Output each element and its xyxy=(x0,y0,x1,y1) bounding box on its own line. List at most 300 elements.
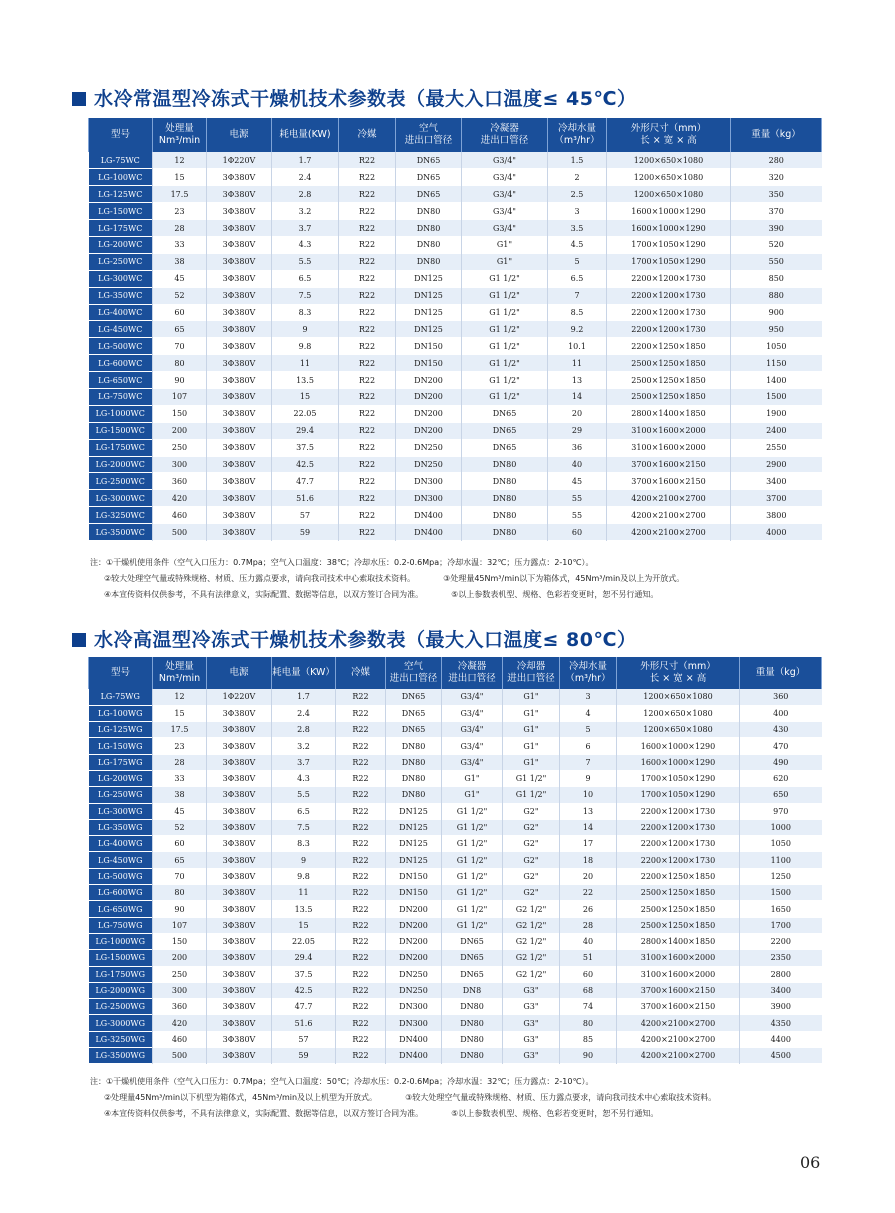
table-cell: 650 xyxy=(740,787,822,803)
table-cell: 2800 xyxy=(740,966,822,982)
table-cell: R22 xyxy=(339,186,396,203)
table-cell: R22 xyxy=(339,152,396,169)
table-cell: 70 xyxy=(153,868,207,884)
table-cell: 60 xyxy=(153,836,207,852)
table-row xyxy=(89,950,822,966)
table-cell: 3700×1600×2150 xyxy=(607,456,731,473)
table-cell: G1 1/2" xyxy=(462,304,548,321)
table-cell: 3Φ380V xyxy=(207,754,272,770)
table-cell: R22 xyxy=(336,754,386,770)
table-cell: G3/4" xyxy=(442,705,503,721)
table-cell: 3Φ380V xyxy=(207,203,272,220)
table-cell: 3Φ380V xyxy=(207,321,272,338)
table-cell: 80 xyxy=(560,1015,617,1031)
table-cell: 1600×1000×1290 xyxy=(617,754,740,770)
table-cell: R22 xyxy=(336,917,386,933)
column-header xyxy=(442,657,503,689)
table-cell: 37.5 xyxy=(272,966,336,982)
table-cell: R22 xyxy=(336,722,386,738)
table-cell: DN65 xyxy=(442,950,503,966)
table-cell: R22 xyxy=(339,490,396,507)
table-cell: 22 xyxy=(560,885,617,901)
table-cell: 3Φ380V xyxy=(207,456,272,473)
table-cell: 3Φ380V xyxy=(207,270,272,287)
table-cell: G3" xyxy=(503,999,560,1015)
table-cell: 45 xyxy=(548,473,607,490)
column-header-text: 空气 xyxy=(418,123,438,134)
table-cell: 3Φ380V xyxy=(207,999,272,1015)
table-cell: 970 xyxy=(740,803,822,819)
table-cell: 1650 xyxy=(740,901,822,917)
column-header-text: 处理量 xyxy=(165,661,194,672)
column-header-text: 进出口管径 xyxy=(480,135,529,146)
table-cell: 3Φ380V xyxy=(207,868,272,884)
table1-title-text: 水冷常温型冷冻式干燥机技术参数表（最大入口温度≤ 45℃） xyxy=(94,88,637,110)
table-row xyxy=(89,287,822,304)
table-cell: 6.5 xyxy=(272,270,339,287)
table-cell: 1500 xyxy=(731,388,822,405)
column-header-text: 冷凝器 xyxy=(457,661,487,672)
table-cell: R22 xyxy=(339,321,396,338)
table-cell: R22 xyxy=(339,456,396,473)
table-cell: 1400 xyxy=(731,372,822,389)
table-cell: 80 xyxy=(153,355,207,372)
table-cell: DN65 xyxy=(386,689,442,705)
table-cell: DN200 xyxy=(386,917,442,933)
column-header xyxy=(731,118,822,152)
model-cell: LG-1750WC xyxy=(89,439,153,456)
column-header xyxy=(207,657,272,689)
column-header-text: 耗电量（KW） xyxy=(272,667,335,678)
table-row xyxy=(89,1048,822,1064)
table-cell: 37.5 xyxy=(272,439,339,456)
table-cell: R22 xyxy=(339,236,396,253)
model-cell: LG-2000WG xyxy=(89,982,153,998)
table-cell: DN250 xyxy=(396,456,462,473)
note-text: ④本宣传资料仅供参考，不具有法律意义，实际配置、数据等信息，以双方签订合同为准。 xyxy=(104,590,424,599)
model-cell: LG-125WC xyxy=(89,186,153,203)
table-cell: 60 xyxy=(548,524,607,541)
table-row xyxy=(89,355,822,372)
table-cell: R22 xyxy=(339,169,396,186)
model-cell: LG-150WG xyxy=(89,738,153,754)
table-cell: 2200×1200×1730 xyxy=(617,803,740,819)
table-row xyxy=(89,405,822,422)
table-cell: G3/4" xyxy=(462,220,548,237)
table-cell: R22 xyxy=(339,422,396,439)
table-cell: 6.5 xyxy=(548,270,607,287)
table-cell: R22 xyxy=(336,705,386,721)
table-cell: 3400 xyxy=(740,982,822,998)
model-cell: LG-175WC xyxy=(89,220,153,237)
table-row xyxy=(89,1015,822,1031)
table-row xyxy=(89,439,822,456)
table-cell: G1 1/2" xyxy=(442,836,503,852)
table-cell: DN65 xyxy=(462,439,548,456)
table-cell: 1200×650×1080 xyxy=(617,722,740,738)
table-cell: DN250 xyxy=(396,439,462,456)
column-header xyxy=(339,118,396,152)
model-cell: LG-1000WG xyxy=(89,933,153,949)
note-line: 注：①干燥机使用条件（空气入口压力：0.7Mpa；空气入口温度：50℃；冷却水压：0.2-0.6Mpa；冷却水温：32℃；压力露点：2-10℃）。 xyxy=(90,1077,594,1086)
table-cell: R22 xyxy=(339,270,396,287)
table-cell: 1700×1050×1290 xyxy=(607,253,731,270)
table-cell: 3Φ380V xyxy=(207,770,272,786)
table-cell: 250 xyxy=(153,966,207,982)
table-cell: DN125 xyxy=(396,287,462,304)
table-cell: 2400 xyxy=(731,422,822,439)
table-cell: 33 xyxy=(153,770,207,786)
table-row xyxy=(89,169,822,186)
table-cell: 36 xyxy=(548,439,607,456)
table-cell: 11 xyxy=(272,355,339,372)
table-cell: 9.2 xyxy=(548,321,607,338)
table-cell: 1.7 xyxy=(272,689,336,705)
table-cell: G3/4" xyxy=(462,203,548,220)
column-header-text: Nm³/min xyxy=(158,673,201,684)
table-cell: 2200×1200×1730 xyxy=(607,287,731,304)
table-cell: R22 xyxy=(336,1015,386,1031)
table-cell: 3Φ380V xyxy=(207,507,272,524)
table-cell: 1700×1050×1290 xyxy=(617,787,740,803)
note-text: ⑤以上参数表机型、规格、色彩若变更时，恕不另行通知。 xyxy=(451,1109,659,1118)
table-cell: R22 xyxy=(336,787,386,803)
table-cell: 3Φ380V xyxy=(207,803,272,819)
table-cell: 90 xyxy=(153,372,207,389)
model-cell: LG-500WG xyxy=(89,868,153,884)
table-cell: 5 xyxy=(560,722,617,738)
table-cell: R22 xyxy=(336,950,386,966)
table-cell: 3Φ380V xyxy=(207,1015,272,1031)
table-cell: 8.3 xyxy=(272,836,336,852)
table-cell: 33 xyxy=(153,236,207,253)
table-cell: DN80 xyxy=(396,220,462,237)
column-header xyxy=(503,657,560,689)
table-cell: 107 xyxy=(153,917,207,933)
column-header-text: 电源 xyxy=(229,667,249,678)
table-cell: R22 xyxy=(339,338,396,355)
table-cell: R22 xyxy=(336,819,386,835)
column-header-text: （m³/hr） xyxy=(565,673,611,684)
table-cell: R22 xyxy=(339,439,396,456)
table-cell: 1600×1000×1290 xyxy=(617,738,740,754)
table-cell: DN200 xyxy=(386,901,442,917)
table-row xyxy=(89,868,822,884)
table-cell: DN200 xyxy=(396,372,462,389)
table-cell: 28 xyxy=(153,220,207,237)
table-cell: 3Φ380V xyxy=(207,186,272,203)
column-header xyxy=(396,118,462,152)
table-row xyxy=(89,803,822,819)
table-cell: 3Φ380V xyxy=(207,885,272,901)
table-cell: G3" xyxy=(503,982,560,998)
table-cell: 17.5 xyxy=(153,722,207,738)
model-cell: LG-600WC xyxy=(89,355,153,372)
table-cell: 7 xyxy=(548,287,607,304)
table1-title xyxy=(72,84,636,111)
model-cell: LG-3250WC xyxy=(89,507,153,524)
table-cell: 950 xyxy=(731,321,822,338)
table-cell: R22 xyxy=(336,803,386,819)
table-cell: 18 xyxy=(560,852,617,868)
table-cell: G2" xyxy=(503,836,560,852)
table-cell: DN80 xyxy=(442,1048,503,1064)
table-cell: DN8 xyxy=(442,982,503,998)
table-cell: DN200 xyxy=(396,422,462,439)
table-cell: 38 xyxy=(153,787,207,803)
table-cell: DN80 xyxy=(462,473,548,490)
table-cell: 3Φ380V xyxy=(207,169,272,186)
table-cell: DN65 xyxy=(386,705,442,721)
table-cell: 10 xyxy=(560,787,617,803)
table-cell: 200 xyxy=(153,422,207,439)
table-cell: 3 xyxy=(560,689,617,705)
table-cell: DN400 xyxy=(396,507,462,524)
table2-header-row xyxy=(89,657,822,689)
table-cell: G2" xyxy=(503,885,560,901)
table-cell: 3.2 xyxy=(272,203,339,220)
table-cell: 60 xyxy=(153,304,207,321)
table-cell: DN250 xyxy=(386,966,442,982)
table-cell: G1 1/2" xyxy=(503,787,560,803)
table-cell: 1500 xyxy=(740,885,822,901)
column-header xyxy=(272,657,336,689)
table-cell: 7 xyxy=(560,754,617,770)
table-cell: G2 1/2" xyxy=(503,933,560,949)
table-row xyxy=(89,836,822,852)
table-cell: 6.5 xyxy=(272,803,336,819)
table-cell: 51.6 xyxy=(272,490,339,507)
note-text: ④本宣传资料仅供参考，不具有法律意义，实际配置、数据等信息，以双方签订合同为准。 xyxy=(104,1109,424,1118)
table-cell: DN80 xyxy=(396,236,462,253)
model-cell: LG-3500WC xyxy=(89,524,153,541)
table-cell: G1" xyxy=(503,705,560,721)
table-cell: 1600×1000×1290 xyxy=(607,220,731,237)
table-cell: 1Φ220V xyxy=(207,689,272,705)
table-cell: 3700 xyxy=(731,490,822,507)
table-cell: 52 xyxy=(153,287,207,304)
table-cell: 51.6 xyxy=(272,1015,336,1031)
table-cell: G1 1/2" xyxy=(462,338,548,355)
table-cell: 28 xyxy=(560,917,617,933)
table-cell: DN125 xyxy=(396,304,462,321)
table-row xyxy=(89,490,822,507)
column-header xyxy=(153,118,207,152)
table-cell: 29 xyxy=(548,422,607,439)
table-cell: 1050 xyxy=(731,338,822,355)
table-cell: 2200×1200×1730 xyxy=(607,321,731,338)
table-cell: 420 xyxy=(153,1015,207,1031)
table-row xyxy=(89,270,822,287)
model-cell: LG-750WC xyxy=(89,388,153,405)
model-cell: LG-1750WG xyxy=(89,966,153,982)
model-cell: LG-200WC xyxy=(89,236,153,253)
column-header-text: 进出口管径 xyxy=(448,673,496,684)
note-line xyxy=(90,571,684,587)
table-cell: 45 xyxy=(153,270,207,287)
model-cell: LG-400WC xyxy=(89,304,153,321)
table-cell: 2500×1250×1850 xyxy=(607,388,731,405)
table-cell: 430 xyxy=(740,722,822,738)
column-header-text: 型号 xyxy=(110,667,130,678)
table-cell: DN150 xyxy=(386,885,442,901)
table-cell: 3100×1600×2000 xyxy=(607,422,731,439)
table-cell: 3Φ380V xyxy=(207,220,272,237)
table-cell: 38 xyxy=(153,253,207,270)
table-cell: 107 xyxy=(153,388,207,405)
table-cell: 13 xyxy=(548,372,607,389)
table-cell: 45 xyxy=(153,803,207,819)
table-cell: 3Φ380V xyxy=(207,950,272,966)
table-cell: 150 xyxy=(153,933,207,949)
table-cell: 250 xyxy=(153,439,207,456)
table-cell: 2200×1200×1730 xyxy=(617,819,740,835)
bullet-square-icon xyxy=(72,633,86,647)
table-cell: 3900 xyxy=(740,999,822,1015)
table-cell: 1100 xyxy=(740,852,822,868)
table-cell: 3Φ380V xyxy=(207,722,272,738)
table-cell: G2 1/2" xyxy=(503,950,560,966)
table-row xyxy=(89,787,822,803)
table-cell: 28 xyxy=(153,754,207,770)
table-cell: 3Φ380V xyxy=(207,901,272,917)
table-cell: 200 xyxy=(153,950,207,966)
table-cell: 4200×2100×2700 xyxy=(607,524,731,541)
model-cell: LG-75WC xyxy=(89,152,153,169)
table-cell: 320 xyxy=(731,169,822,186)
table-cell: 4.3 xyxy=(272,236,339,253)
table-cell: 300 xyxy=(153,456,207,473)
table-cell: G1 1/2" xyxy=(442,803,503,819)
table-cell: 20 xyxy=(548,405,607,422)
table-cell: DN80 xyxy=(462,507,548,524)
note-line xyxy=(90,587,684,603)
table-cell: 3Φ380V xyxy=(207,1048,272,1064)
table-cell: R22 xyxy=(336,868,386,884)
table-cell: G1 1/2" xyxy=(442,901,503,917)
table-cell: R22 xyxy=(339,253,396,270)
column-header-text: 重量（kg） xyxy=(751,129,801,140)
table-row xyxy=(89,236,822,253)
column-header-text: 冷却水量 xyxy=(568,661,607,672)
table-cell: 15 xyxy=(272,388,339,405)
table-cell: 59 xyxy=(272,1048,336,1064)
table-cell: DN65 xyxy=(462,405,548,422)
table-cell: 3Φ380V xyxy=(207,405,272,422)
table-cell: 68 xyxy=(560,982,617,998)
table-cell: 3Φ380V xyxy=(207,388,272,405)
column-header-text: 长 × 宽 × 高 xyxy=(649,673,707,684)
table-cell: DN80 xyxy=(462,490,548,507)
table-cell: 2200 xyxy=(740,933,822,949)
column-header-text: 耗电量(KW) xyxy=(279,129,331,140)
table-cell: 3Φ380V xyxy=(207,738,272,754)
bullet-square-icon xyxy=(72,92,86,106)
table-cell: 2500×1250×1850 xyxy=(607,355,731,372)
table-cell: 500 xyxy=(153,524,207,541)
table-cell: 360 xyxy=(153,473,207,490)
table-row xyxy=(89,338,822,355)
table-cell: 3100×1600×2000 xyxy=(617,950,740,966)
table1-header-row xyxy=(89,118,822,152)
table-cell: 1200×650×1080 xyxy=(607,169,731,186)
table-cell: G3/4" xyxy=(442,689,503,705)
table-cell: 390 xyxy=(731,220,822,237)
table-row xyxy=(89,933,822,949)
table-cell: 12 xyxy=(153,689,207,705)
table-cell: 900 xyxy=(731,304,822,321)
table-cell: 26 xyxy=(560,901,617,917)
table-cell: 4350 xyxy=(740,1015,822,1031)
table-cell: 9.8 xyxy=(272,868,336,884)
note-text: ③处理量45Nm³/min以下为箱体式，45Nm³/min及以上为开放式。 xyxy=(443,574,685,583)
spec-table-high-temp xyxy=(88,657,822,1064)
table-cell: 1250 xyxy=(740,868,822,884)
table-row xyxy=(89,1031,822,1047)
table-cell: G1 1/2" xyxy=(462,321,548,338)
table-row xyxy=(89,456,822,473)
table-cell: DN125 xyxy=(396,321,462,338)
table-row xyxy=(89,203,822,220)
table-cell: R22 xyxy=(339,388,396,405)
table1-notes xyxy=(90,555,684,603)
table-cell: G2" xyxy=(503,852,560,868)
table2-body xyxy=(89,689,822,1064)
table-cell: G3/4" xyxy=(462,169,548,186)
table-cell: 59 xyxy=(272,524,339,541)
table-cell: G1" xyxy=(503,754,560,770)
table-cell: DN125 xyxy=(396,270,462,287)
table-cell: DN65 xyxy=(386,722,442,738)
table-cell: G3" xyxy=(503,1015,560,1031)
table-cell: DN300 xyxy=(386,999,442,1015)
table-cell: 3Φ380V xyxy=(207,338,272,355)
table-cell: R22 xyxy=(339,405,396,422)
column-header xyxy=(336,657,386,689)
table-cell: DN65 xyxy=(396,169,462,186)
table-cell: G1 1/2" xyxy=(462,287,548,304)
table-cell: 29.4 xyxy=(272,422,339,439)
table-row xyxy=(89,321,822,338)
table-cell: DN300 xyxy=(386,1015,442,1031)
table-row xyxy=(89,524,822,541)
table-cell: 1200×650×1080 xyxy=(617,689,740,705)
table-cell: 57 xyxy=(272,507,339,524)
table-cell: 1050 xyxy=(740,836,822,852)
table-cell: DN125 xyxy=(386,803,442,819)
table-cell: 3 xyxy=(548,203,607,220)
table-cell: G2" xyxy=(503,868,560,884)
table-cell: 2.8 xyxy=(272,722,336,738)
table-cell: R22 xyxy=(336,901,386,917)
table-cell: 3Φ380V xyxy=(207,917,272,933)
table-cell: 2 xyxy=(548,169,607,186)
table-cell: 1150 xyxy=(731,355,822,372)
table-cell: DN125 xyxy=(386,819,442,835)
table-cell: 14 xyxy=(548,388,607,405)
table-cell: 42.5 xyxy=(272,456,339,473)
table-cell: 1.7 xyxy=(272,152,339,169)
model-cell: LG-600WG xyxy=(89,885,153,901)
table-cell: 4.3 xyxy=(272,770,336,786)
table-cell: 3800 xyxy=(731,507,822,524)
model-cell: LG-300WC xyxy=(89,270,153,287)
table-cell: DN65 xyxy=(396,152,462,169)
table-cell: 1700×1050×1290 xyxy=(607,236,731,253)
table-row xyxy=(89,982,822,998)
table-cell: 360 xyxy=(740,689,822,705)
table-cell: 3Φ380V xyxy=(207,524,272,541)
